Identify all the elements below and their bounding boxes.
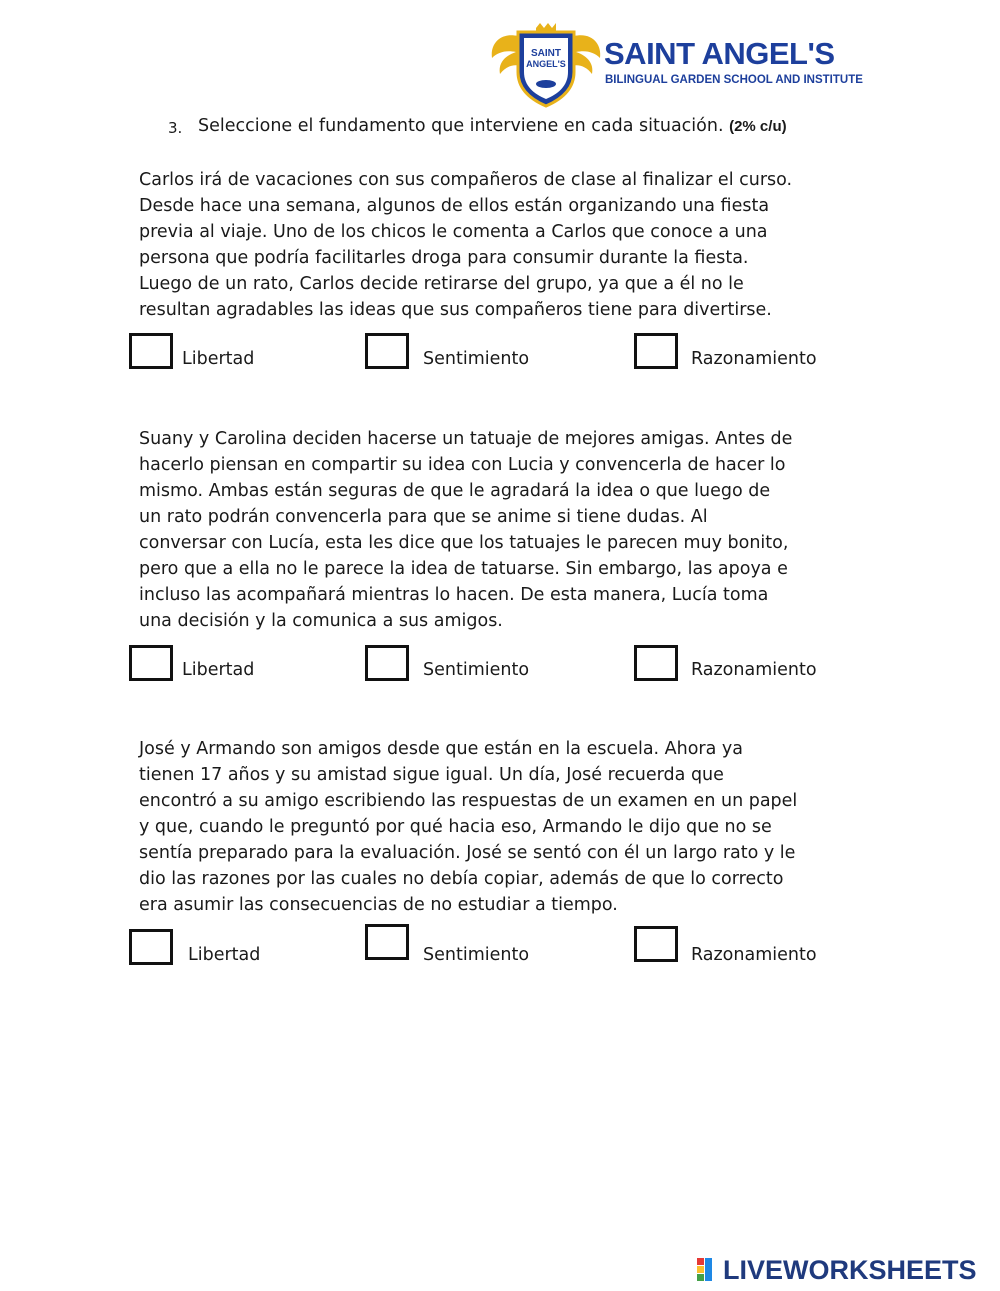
school-name: SAINT ANGEL'S [604,36,835,71]
text-line: y que, cuando le preguntó por qué hacia eso, Armando le dijo que no se [139,817,772,837]
school-subtitle: BILINGUAL GARDEN SCHOOL AND INSTITUTE [605,74,863,86]
situation-1-razonamiento-checkbox[interactable] [634,333,678,369]
situation-1-text [139,167,874,323]
situation-1-libertad-checkbox[interactable] [129,333,173,369]
option-label-razonamiento: Razonamiento [691,945,817,965]
school-logo [488,22,868,108]
option-label-sentimiento: Sentimiento [423,660,530,680]
text-line: hacerlo piensan en compartir su idea con Lucia y convencerla de hacer lo [139,455,786,475]
text-line: previa al viaje. Uno de los chicos le comenta a Carlos que conoce a una [139,222,768,242]
text-line: era asumir las consecuencias de no estudiar a tiempo. [139,895,618,915]
situation-1-sentimiento-checkbox[interactable] [365,333,409,369]
option-label-sentimiento: Sentimiento [423,349,530,369]
text-line: tienen 17 años y su amistad sigue igual. Un día, José recuerda que [139,765,724,785]
situation-3-sentimiento-checkbox[interactable] [365,924,409,960]
option-label-razonamiento: Razonamiento [691,660,817,680]
option-label-libertad: Libertad [182,660,255,680]
situation-3-libertad-checkbox[interactable] [129,929,173,965]
situation-2-text [139,426,874,634]
shield-text-line-2: ANGEL'S [526,59,566,69]
text-line: incluso las acompañará mientras lo hacen. De esta manera, Lucía toma [139,585,769,605]
text-line: Luego de un rato, Carlos decide retirarse del grupo, ya que a él no le [139,274,744,294]
text-line: pero que a ella no le parece la idea de tatuarse. Sin embargo, las apoya e [139,559,788,579]
situation-2-sentimiento-checkbox[interactable] [365,645,409,681]
text-line: sentía preparado para la evaluación. José se sentó con él un largo rato y le [139,843,796,863]
text-line: un rato podrán convencerla para que se anime si tiene dudas. Al [139,507,708,527]
situation-3-razonamiento-checkbox[interactable] [634,926,678,962]
question-instruction: Seleccione el fundamento que interviene en cada situación. [198,116,724,136]
text-line: Desde hace una semana, algunos de ellos están organizando una fiesta [139,196,770,216]
option-label-libertad: Libertad [182,349,255,369]
shield-text-line-1: SAINT [531,48,561,59]
text-line: una decisión y la comunica a sus amigos. [139,611,503,631]
question-number: 3. [168,119,183,137]
option-label-sentimiento: Sentimiento [423,945,530,965]
text-line: resultan agradables las ideas que sus compañeros tiene para divertirse. [139,300,772,320]
text-line: Carlos irá de vacaciones con sus compañeros de clase al finalizar el curso. [139,170,793,190]
text-line: dio las razones por las cuales no debía copiar, además de que lo correcto [139,869,784,889]
question-points: (2% c/u) [729,118,787,135]
situation-2-libertad-checkbox[interactable] [129,645,173,681]
text-line: conversar con Lucía, esta les dice que los tatuajes le parecen muy bonito, [139,533,789,553]
text-line: José y Armando son amigos desde que están en la escuela. Ahora ya [139,739,743,759]
liveworksheets-wordmark: LIVEWORKSHEETS [723,1255,977,1285]
situation-2-razonamiento-checkbox[interactable] [634,645,678,681]
option-label-razonamiento: Razonamiento [691,349,817,369]
option-label-libertad: Libertad [188,945,261,965]
liveworksheets-logo-icon [697,1258,721,1282]
shield-text [524,44,568,76]
text-line: mismo. Ambas están seguras de que le agradará la idea o que luego de [139,481,771,501]
question-text [198,116,787,136]
situation-3-text [139,736,874,918]
text-line: Suany y Carolina deciden hacerse un tatuaje de mejores amigas. Antes de [139,429,793,449]
text-line: persona que podría facilitarles droga para consumir durante la fiesta. [139,248,749,268]
text-line: encontró a su amigo escribiendo las respuestas de un examen en un papel [139,791,798,811]
